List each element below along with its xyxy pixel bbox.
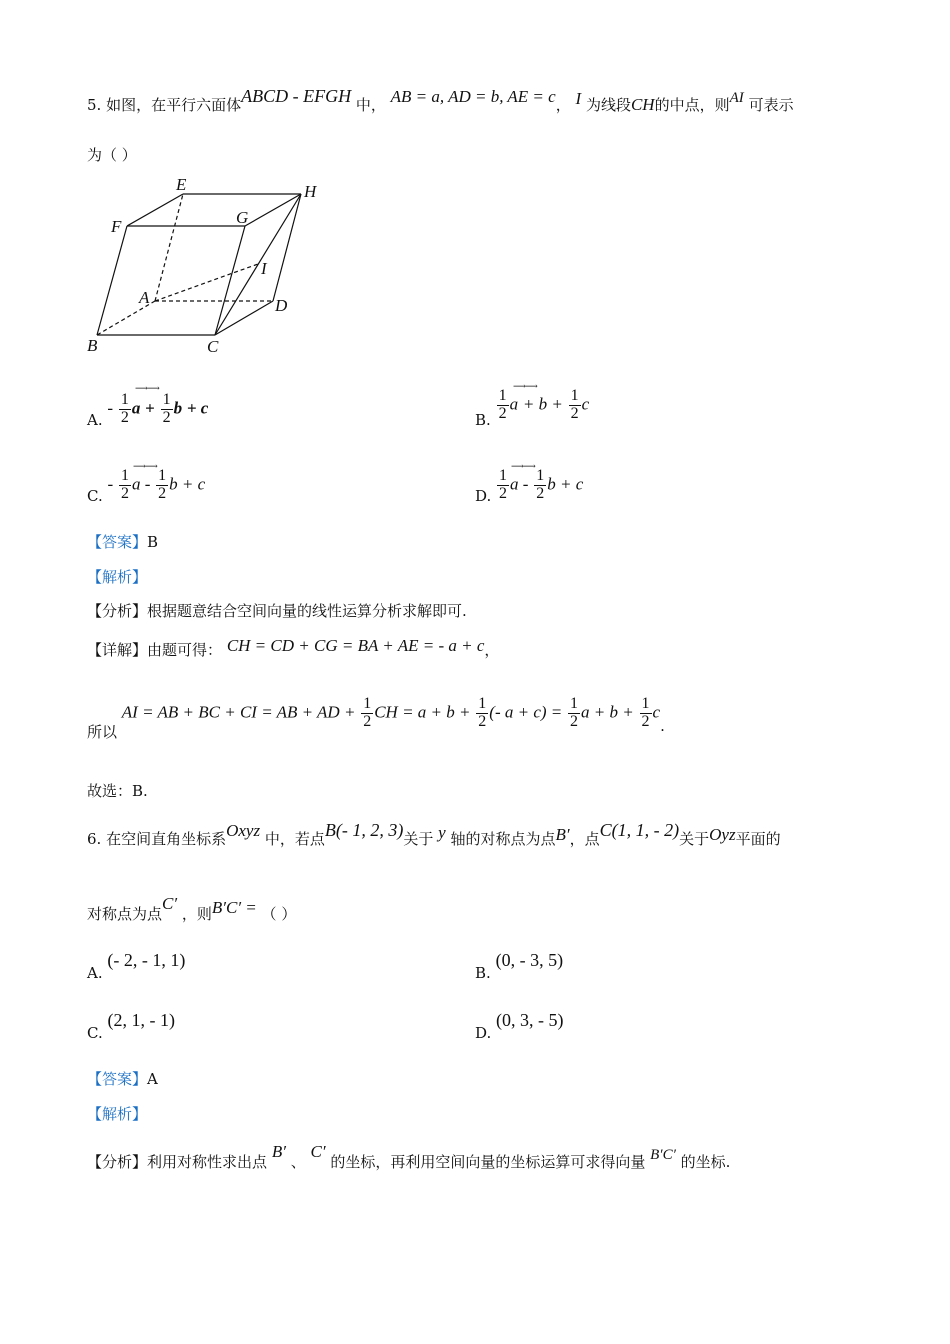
option-value: (0, 3, - 5): [496, 1010, 564, 1030]
edge-FB: [97, 226, 127, 335]
option-value: (2, 1, - 1): [107, 1010, 175, 1030]
q6-stem-line1: [87, 820, 781, 850]
fraction-half: $\frac{1}{2}$: [641, 695, 650, 730]
option-label: C.: [87, 1024, 103, 1042]
edge-AI: [155, 264, 258, 301]
q6-point-b: B(- 1, 2, 3): [324, 820, 404, 840]
arrow-marks-icon: ⟶⟶: [513, 382, 537, 392]
q6-mid1: 中，若点: [264, 830, 325, 848]
q6-mid4: ，点: [569, 830, 600, 848]
edge-HD: [273, 194, 301, 301]
label-F: F: [111, 217, 122, 236]
eq1-tail: ，: [484, 641, 500, 659]
fenxi-e: 的坐标，再利用空间向量的坐标运算可求得向量: [330, 1153, 646, 1171]
q5-option-c[interactable]: [87, 462, 206, 506]
eq2-end: .: [660, 717, 665, 736]
q6-answer-line: [87, 1070, 158, 1088]
option-label: A.: [87, 411, 103, 430]
answer-value: A: [147, 1070, 158, 1088]
q6-c-prime: C′: [162, 894, 178, 913]
fenxi-a: 利用对称性求出点: [147, 1153, 268, 1171]
answer-tag: 【答案】: [87, 533, 148, 551]
option-label: C.: [87, 487, 103, 506]
q5-jiexi-tag: 【解析】: [87, 568, 148, 586]
q5-xiangjie-line: [87, 636, 500, 660]
q5-point-i: I: [575, 89, 582, 108]
fenxi-text: 根据题意结合空间向量的线性运算分析求解即可.: [147, 602, 467, 620]
term-b: + b +: [522, 394, 563, 414]
fenxi-f: B′C′: [650, 1147, 676, 1163]
option-label: B.: [475, 411, 491, 430]
term-op: +: [145, 398, 155, 418]
q5-answer-line: [87, 533, 158, 551]
q5-stem-prefix: 5. 如图，在平行六面体: [87, 96, 242, 114]
q6-fenxi-line: [87, 1142, 731, 1172]
answer-value: B: [147, 533, 159, 551]
fenxi-b: B′: [271, 1142, 286, 1161]
fenxi-g: 的坐标.: [680, 1153, 731, 1171]
label-E: E: [176, 175, 187, 194]
label-B: B: [87, 336, 98, 355]
fraction-half: $\frac{1}{2}$: [363, 695, 372, 730]
option-value: (0, - 3, 5): [495, 950, 564, 970]
q5-fenxi-line: [87, 602, 467, 620]
q5-stem-suffix: 可表示: [748, 96, 794, 114]
q6-stem-line2: [87, 894, 297, 924]
edge-GC: [215, 226, 245, 335]
q6-jiexi-tag: 【解析】: [87, 1105, 148, 1123]
q5-parallelepiped-figure: [80, 170, 340, 360]
term-a: a -: [510, 474, 529, 494]
q5-eq2-line: [87, 695, 665, 742]
q6-option-a[interactable]: [87, 950, 186, 984]
q6-b-prime: B′: [555, 825, 570, 844]
q5-comma: ，: [555, 96, 571, 114]
eq2-part-b: CH = a + b +: [374, 702, 471, 722]
q5-solid: ABCD - EFGH: [241, 86, 352, 106]
fenxi-d: C′: [310, 1142, 326, 1161]
xiangjie-tag: 【详解】: [87, 641, 148, 659]
term-a: a: [509, 394, 519, 414]
q5-option-d[interactable]: [475, 462, 584, 506]
option-sign: -: [107, 398, 114, 418]
term-a: a -: [131, 474, 151, 494]
option-label: D.: [475, 1024, 492, 1042]
edge-GH: [245, 194, 301, 226]
q6-line2-prefix: 对称点为点: [87, 905, 163, 923]
eq2-part-d: a + b +: [581, 702, 634, 722]
label-I: I: [261, 259, 267, 278]
option-label: D.: [475, 487, 492, 506]
q5-segment: CH: [630, 95, 655, 114]
arrow-marks-icon: ⟶⟶: [133, 462, 157, 472]
eq2-part-a: AI = AB + BC + CI = AB + AD +: [121, 702, 356, 722]
label-G: G: [236, 208, 249, 227]
q5-mid: 中，: [355, 96, 386, 114]
edge-CH: [215, 194, 301, 335]
q6-line2-suffix: （ ）: [261, 905, 297, 923]
q6-option-b[interactable]: [475, 950, 564, 984]
q5-conditions: AB = a, AD = b, AE = c: [390, 87, 556, 106]
term-bc: b + c: [169, 474, 206, 494]
edge-AE: [155, 194, 183, 301]
fenxi-tag: 【分析】: [87, 602, 148, 620]
fenxi-tag: 【分析】: [87, 1153, 148, 1171]
q6-mid2: 关于: [403, 830, 434, 848]
q5-option-b[interactable]: [475, 382, 590, 430]
edge-FE: [127, 194, 183, 226]
fraction-half: $\frac{1}{2}$: [536, 467, 545, 502]
arrow-marks-icon: ⟶⟶: [511, 462, 535, 472]
q5-mid3: 的中点，则: [654, 96, 730, 114]
q5-vector-ai: AI: [729, 90, 744, 106]
term-bc: b + c: [547, 474, 584, 494]
q6-system: Oxyz: [226, 821, 261, 840]
term-tail: + c: [186, 398, 209, 418]
q5-mid2: 为线段: [585, 96, 631, 114]
q6-option-d[interactable]: [475, 1010, 564, 1044]
q6-line2-mid: ，则: [181, 905, 212, 923]
q6-mid6: 平面的: [735, 830, 781, 848]
term-a: a: [131, 398, 141, 418]
fraction-half: $\frac{1}{2}$: [158, 467, 167, 502]
xiangjie-text: 由题可得：: [147, 641, 223, 659]
label-H: H: [304, 182, 317, 201]
edge-CD: [215, 301, 273, 335]
term-c: c: [581, 394, 590, 414]
q5-stem-line1: [87, 86, 794, 116]
fraction-half: $\frac{1}{2}$: [570, 695, 579, 730]
q5-option-a[interactable]: [87, 384, 209, 430]
q6-plane: Oyz: [709, 825, 736, 844]
term-b: b: [173, 398, 183, 418]
label-D: D: [275, 296, 288, 315]
answer-tag: 【答案】: [87, 1070, 148, 1088]
fraction-half: $\frac{1}{2}$: [120, 391, 129, 426]
eq2-part-e: c: [652, 702, 661, 722]
fraction-half: $\frac{1}{2}$: [120, 467, 129, 502]
q6-point-c: C(1, 1, - 2): [599, 820, 680, 840]
arrow-marks-icon: ⟶⟶: [135, 384, 159, 394]
label-A: A: [139, 288, 150, 307]
q5-stem-line2: 为（ ）: [87, 146, 137, 164]
fenxi-c: 、: [290, 1153, 306, 1171]
q5-eq1: CH = CD + CG = BA + AE = - a + c: [226, 636, 485, 655]
q6-mid3: 轴的对称点为点: [450, 830, 556, 848]
fraction-half: $\frac{1}{2}$: [162, 391, 171, 426]
q6-stem-prefix: 6. 在空间直角坐标系: [87, 830, 227, 848]
q6-bc-vec: B′C′ =: [211, 898, 257, 917]
label-C: C: [207, 337, 219, 356]
suoyi: 所以: [87, 723, 118, 742]
fraction-half: $\frac{1}{2}$: [478, 695, 487, 730]
q6-option-c[interactable]: [87, 1010, 175, 1044]
option-label: A.: [87, 964, 103, 982]
fraction-half: $\frac{1}{2}$: [570, 387, 579, 422]
option-sign: -: [107, 474, 114, 494]
q6-axis: y: [438, 823, 446, 842]
fraction-half: $\frac{1}{2}$: [499, 467, 508, 502]
option-value: (- 2, - 1, 1): [107, 950, 186, 970]
q5-guxuan: 故选：B.: [87, 782, 148, 800]
q6-mid5: 关于: [679, 830, 710, 848]
fraction-half: $\frac{1}{2}$: [498, 387, 507, 422]
option-label: B.: [475, 964, 491, 982]
eq2-part-c: (- a + c) =: [489, 702, 563, 722]
